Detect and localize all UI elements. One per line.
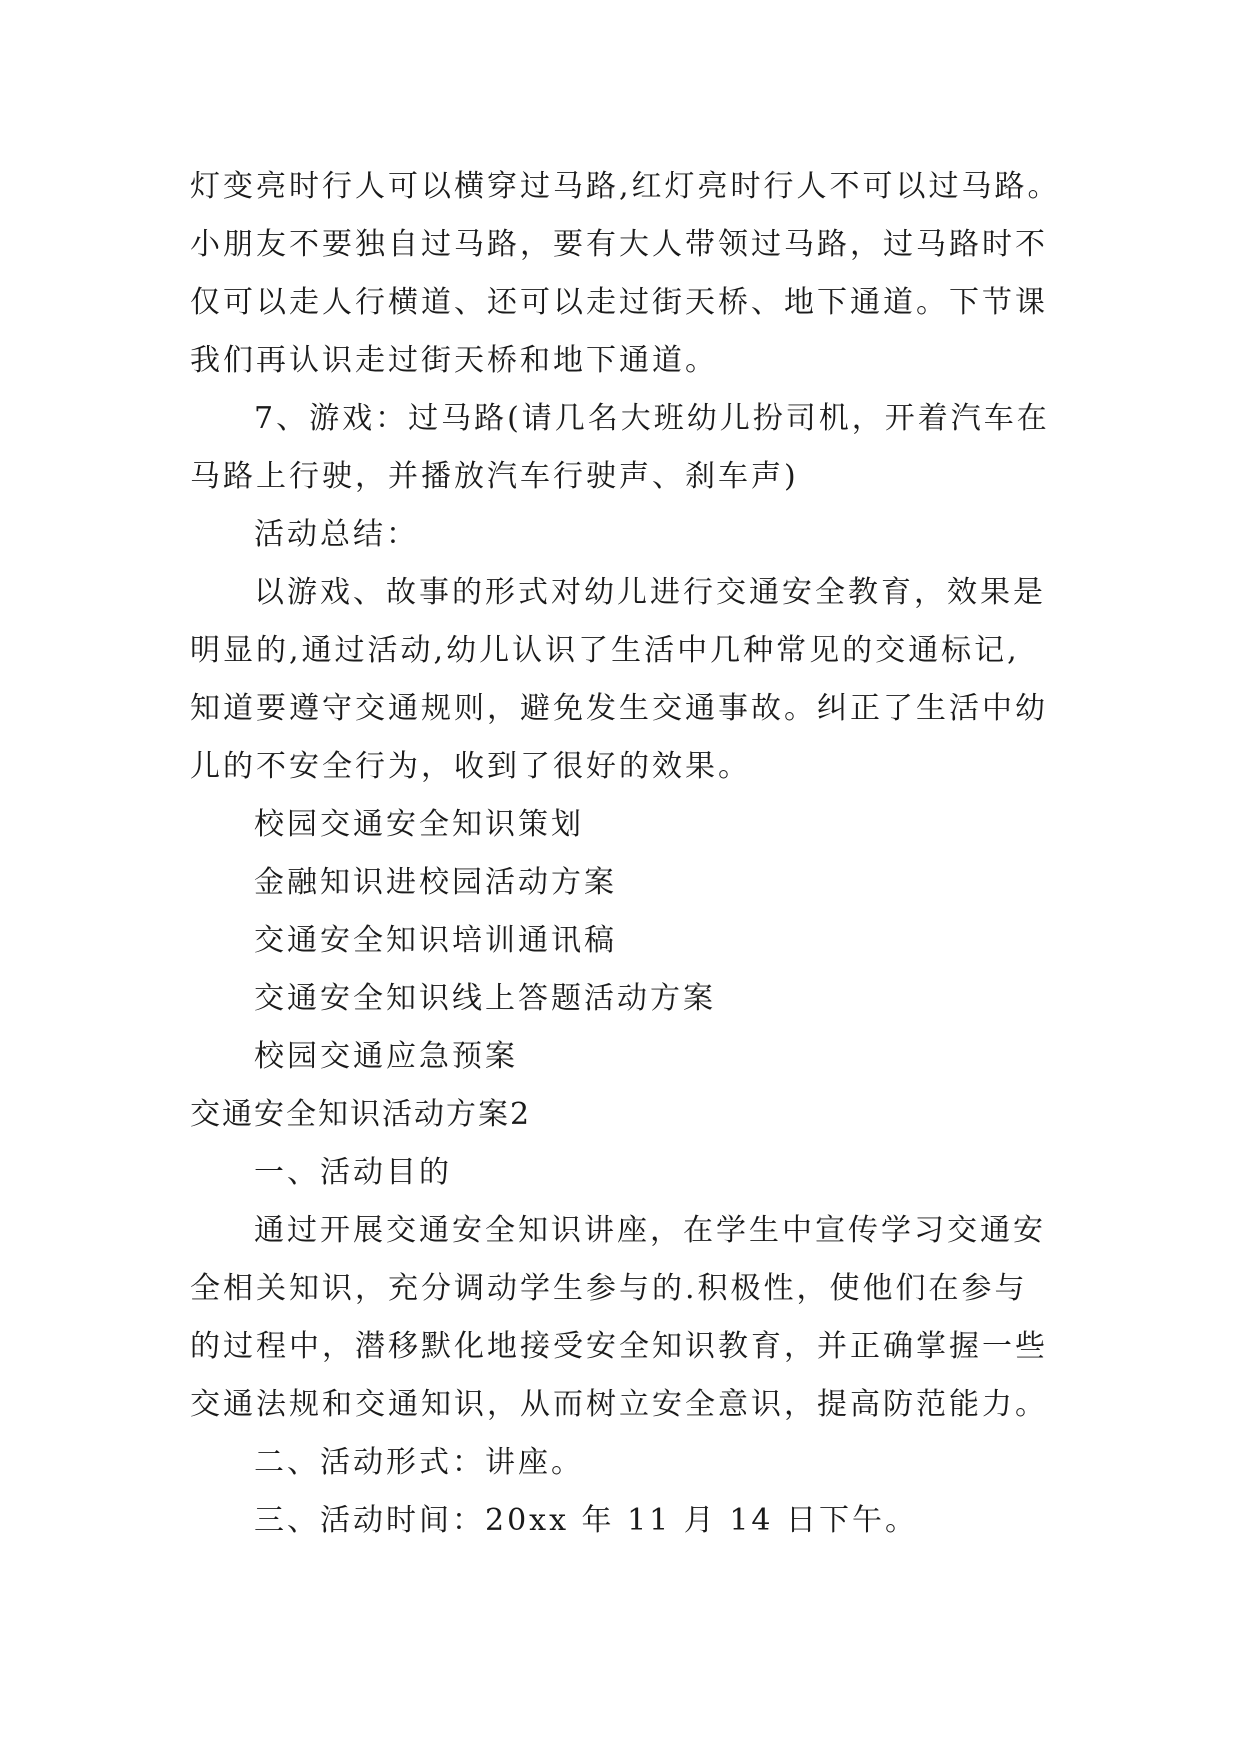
text-line: 全相关知识，充分调动学生参与的.积极性，使他们在参与: [190, 1271, 1028, 1306]
text-line: 明显的,通过活动,幼儿认识了生活中几种常见的交通标记,: [190, 633, 1020, 668]
related-item: 校园交通安全知识策划: [254, 807, 584, 842]
text-line: 通过开展交通安全知识讲座，在学生中宣传学习交通安: [254, 1213, 1046, 1248]
text-line: 小朋友不要独自过马路，要有大人带领过马路，过马路时不: [190, 227, 1048, 262]
text-line: 儿的不安全行为，收到了很好的效果。: [190, 749, 751, 784]
section-label: 一、活动目的: [254, 1155, 452, 1190]
text-line: 我们再认识走过街天桥和地下通道。: [190, 343, 718, 378]
related-item: 交通安全知识培训通讯稿: [254, 923, 617, 958]
text-line: 马路上行驶，并播放汽车行驶声、刹车声): [190, 459, 799, 494]
text-line: 7、游戏：过马路(请几名大班幼儿扮司机，开着汽车在: [254, 401, 1050, 436]
section-heading: 交通安全知识活动方案2: [190, 1097, 532, 1132]
text-line: 仅可以走人行横道、还可以走过街天桥、地下通道。下节课: [190, 285, 1048, 320]
text-line: 三、活动时间：20xx 年 11 月 14 日下午。: [254, 1503, 919, 1538]
related-item: 交通安全知识线上答题活动方案: [254, 981, 716, 1016]
text-line: 以游戏、故事的形式对幼儿进行交通安全教育，效果是: [254, 575, 1046, 610]
text-line: 交通法规和交通知识，从而树立安全意识，提高防范能力。: [190, 1387, 1048, 1422]
document-body: [190, 158, 1070, 1550]
text-line: 知道要遵守交通规则，避免发生交通事故。纠正了生活中幼: [190, 691, 1048, 726]
text-line: 的过程中，潜移默化地接受安全知识教育，并正确掌握一些: [190, 1329, 1048, 1364]
related-item: 金融知识进校园活动方案: [254, 865, 617, 900]
section-label: 活动总结：: [254, 517, 419, 552]
text-line: 灯变亮时行人可以横穿过马路,红灯亮时行人不可以过马路。: [190, 169, 1061, 204]
text-line: 二、活动形式：讲座。: [254, 1445, 584, 1480]
related-item: 校园交通应急预案: [254, 1039, 518, 1074]
